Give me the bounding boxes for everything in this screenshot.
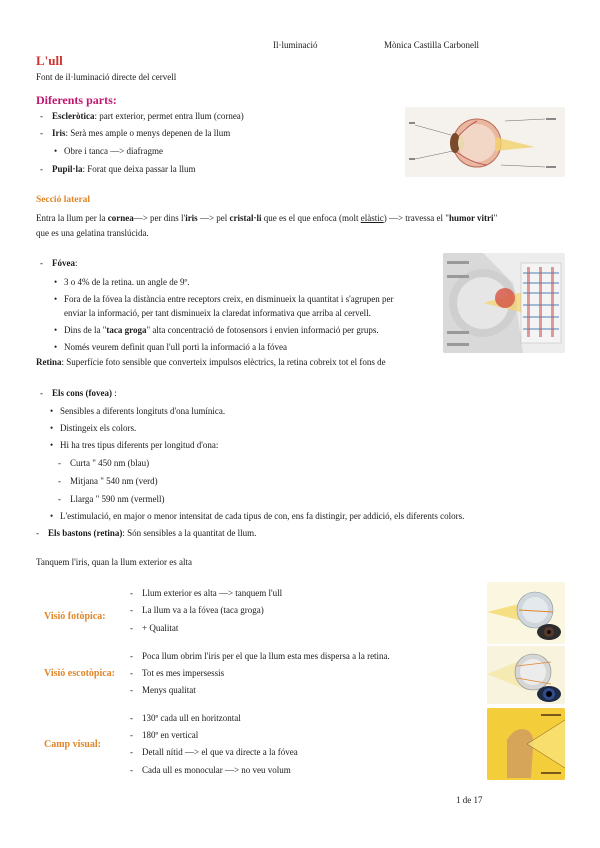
cons-bullet-4: • L'estimulació, en major o menor intensitat de cada tipus de con, ens fa distingir, per addició, els diferents colors. <box>50 511 465 521</box>
list-item-iris-sub: • Obre i tanca —> diafragme <box>54 146 164 156</box>
eye-anatomy-image <box>405 107 565 177</box>
fotopica-eye-image <box>487 582 565 644</box>
intro-text: Font de il·luminació directe del cervell <box>36 72 177 82</box>
camp-item-4: - Cada ull es monocular —> no veu volum <box>130 765 291 775</box>
parts-heading: Diferents parts: <box>36 93 117 107</box>
list-item-cons: - Els cons (fovea) : <box>40 388 117 398</box>
fotopica-item-3: - + Qualitat <box>130 623 179 633</box>
camp-visual-image <box>487 708 565 780</box>
camp-visual-label: Camp visual: <box>44 739 101 750</box>
header-section-title: Il·luminació <box>273 40 318 50</box>
fotopica-label: Visió fotòpica: <box>44 611 106 622</box>
tanquem-text: Tanquem l'iris, quan la llum exterior es alta <box>36 557 192 567</box>
fovea-bullet-4: • Només veurem definit quan l'ull porti la informació a la fóvea <box>54 342 288 352</box>
escotopica-item-1: - Poca llum obrim l'iris per el que la llum esta mes dispersa a la retina. <box>130 651 390 661</box>
retina-diagram-image <box>443 253 565 353</box>
cons-sub-1: - Curta " 450 nm (blau) <box>58 458 150 468</box>
escotopica-eye-image <box>487 646 565 704</box>
lateral-paragraph-line2: que es una gelatina translúcida. <box>36 228 149 238</box>
list-item-fovea: - Fóvea: <box>40 258 78 268</box>
fovea-bullet-2: • Fora de la fóvea la distància entre receptors creix, en disminueix la quantitat i s'agrupen per <box>54 294 394 304</box>
cons-bullet-1: • Sensibles a diferents longituts d'ona lumínica. <box>50 406 226 416</box>
camp-item-1: - 130º cada ull en horitzontal <box>130 713 241 723</box>
fovea-bullet-2-cont: enviar la informació, per tant disminueix la claredat informativa que arriba al cervell. <box>64 308 371 318</box>
fotopica-item-1: - Llum exterior es alta —> tanquem l'ull <box>130 588 283 598</box>
cons-sub-3: - Llarga " 590 nm (vermell) <box>58 494 165 504</box>
fovea-bullet-3: • Dins de la "taca groga" alta concentració de fotosensors i envien informació per grups. <box>54 325 379 335</box>
escotopica-item-3: - Menys qualitat <box>130 685 196 695</box>
page-title: L'ull <box>36 53 63 68</box>
lateral-heading: Secció lateral <box>36 195 91 205</box>
fotopica-item-2: - La llum va a la fóvea (taca groga) <box>130 605 264 615</box>
lateral-paragraph-line1: Entra la llum per la cornea—> per dins l'iris —> pel cristal·li que es el que enfoca (molt elàstic) —> travessa el "humor vitri" <box>36 213 498 223</box>
retina-definition: Retina: Superfície foto sensible que converteix impulsos elèctrics, la retina cobreix tot el fons de <box>36 357 386 367</box>
cons-bullet-2: • Distingeix els colors. <box>50 423 137 433</box>
list-item-iris: - Iris: Serà mes ample o menys depenen de la llum <box>40 128 231 138</box>
list-item-esclerotica: - Escleròtica: part exterior, permet entra llum (cornea) <box>40 111 244 121</box>
camp-item-3: - Detall nítid —> el que va directe a la fóvea <box>130 747 298 757</box>
cons-sub-2: - Mitjana " 540 nm (verd) <box>58 476 158 486</box>
escotopica-label: Visió escotòpica: <box>44 668 116 679</box>
page-number: 1 de 17 <box>456 795 483 805</box>
camp-item-2: - 180º en vertical <box>130 730 199 740</box>
list-item-pupil: - Pupil·la: Forat que deixa passar la llum <box>40 164 196 174</box>
header-author: Mònica Castilla Carbonell <box>384 40 479 50</box>
cons-bullet-3: • Hi ha tres tipus diferents per longitud d'ona: <box>50 440 219 450</box>
list-item-bastons: - Els bastons (retina): Són sensibles a la quantitat de llum. <box>36 528 257 538</box>
escotopica-item-2: - Tot es mes impersessis <box>130 668 225 678</box>
fovea-bullet-1: • 3 o 4% de la retina. un angle de 9º. <box>54 277 190 287</box>
